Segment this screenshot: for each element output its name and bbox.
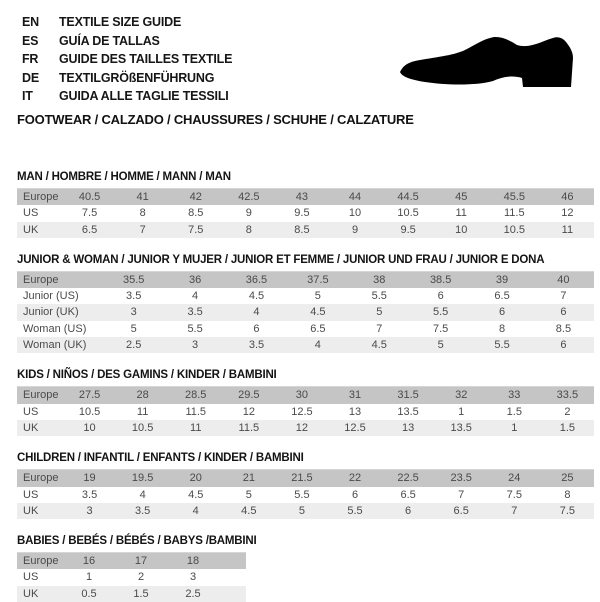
- size-cell: 1: [85, 571, 93, 584]
- size-cell: 28: [116, 387, 169, 404]
- size-cell: 12.5: [328, 420, 381, 436]
- size-cell: 46: [541, 188, 594, 205]
- table-row: [17, 387, 594, 404]
- table-row: [17, 337, 594, 353]
- size-cell: 10.5: [397, 207, 419, 220]
- size-cell: 44: [328, 188, 381, 205]
- table-row: [17, 404, 594, 420]
- size-cell: 8: [222, 222, 275, 238]
- size-cell: 2.5: [167, 586, 219, 602]
- size-cell: 4.5: [349, 337, 410, 353]
- size-cell: 7: [376, 322, 383, 335]
- size-cell: 4: [169, 503, 222, 519]
- size-cell: 3.5: [226, 337, 287, 353]
- size-cell: 6: [253, 322, 260, 335]
- size-cell: 3: [164, 337, 225, 353]
- table-row: [17, 569, 246, 585]
- size-cell: 5.5: [471, 337, 532, 353]
- category-title: FOOTWEAR / CALZADO / CHAUSSURES / SCHUHE / CALZATURE: [17, 111, 414, 127]
- size-cell: 1.5: [541, 420, 594, 436]
- size-cell: 11.5: [222, 420, 275, 436]
- size-cell: 13: [348, 405, 362, 418]
- row-label: Europe: [17, 387, 63, 404]
- size-cell: 4: [192, 290, 199, 303]
- row-label: UK: [17, 503, 63, 519]
- table-row: [17, 188, 594, 205]
- size-cell: 6: [382, 503, 435, 519]
- size-cell: 1.5: [115, 586, 167, 602]
- size-table-section: [17, 452, 600, 519]
- size-tables: [0, 171, 600, 602]
- size-cell: 0.5: [63, 586, 115, 602]
- row-label: Junior (UK): [17, 304, 103, 320]
- size-cell: 7.5: [81, 207, 98, 220]
- size-cell: 42.5: [222, 188, 275, 205]
- size-cell: 5: [245, 488, 252, 501]
- size-cell: 6: [351, 488, 359, 501]
- row-label: Junior (US): [23, 290, 79, 303]
- size-cell: 12.5: [291, 405, 313, 418]
- size-cell: 5: [410, 337, 471, 353]
- size-cell: 7.5: [541, 503, 594, 519]
- size-cell: 10: [63, 420, 116, 436]
- table-title: JUNIOR & WOMAN / JUNIOR Y MUJER / JUNIOR ET FEMME / JUNIOR UND FRAU / JUNIOR E DONA: [17, 253, 545, 266]
- size-cell: 22.5: [382, 470, 435, 487]
- size-cell: 4.5: [287, 304, 348, 320]
- table-title: BABIES / BEBÉS / BÉBÉS / BABYS /BAMBINI: [17, 535, 257, 548]
- size-cell: 36: [164, 271, 225, 288]
- size-cell: 4: [226, 304, 287, 320]
- size-cell: 6: [437, 290, 444, 303]
- size-cell: 30: [275, 387, 328, 404]
- size-cell: 13: [382, 420, 435, 436]
- language-code: DE: [22, 70, 39, 85]
- row-label: Europe: [17, 470, 63, 487]
- size-cell: 6.5: [63, 222, 116, 238]
- dress-shoe-svg: [390, 25, 590, 100]
- table-title: MAN / HOMBRE / HOMME / MANN / MAN: [17, 170, 231, 183]
- size-cell: 3.5: [81, 488, 98, 501]
- size-cell: 6.5: [435, 503, 488, 519]
- size-cell: 7.5: [506, 488, 522, 501]
- size-cell: 5.5: [294, 488, 310, 501]
- language-label: GUÍA DE TALLAS: [59, 33, 160, 48]
- size-cell: 22: [328, 470, 381, 487]
- size-cell: 5: [349, 304, 410, 320]
- size-cell: 42: [169, 188, 222, 205]
- size-cell: 33: [488, 387, 541, 404]
- size-cell: 40: [533, 271, 594, 288]
- table-row: [17, 222, 594, 238]
- size-cell: 29.5: [222, 387, 275, 404]
- row-label: US: [23, 207, 39, 220]
- size-cell: 3.5: [116, 503, 169, 519]
- language-code: IT: [22, 89, 33, 104]
- size-cell: 27.5: [63, 387, 116, 404]
- size-cell: 5.5: [371, 290, 387, 303]
- size-table: [17, 469, 594, 519]
- size-cell: 11.5: [185, 405, 207, 418]
- row-label: US: [23, 571, 39, 584]
- row-label: Woman (US): [23, 322, 87, 335]
- size-cell: 18: [167, 553, 219, 570]
- row-label: Woman (UK): [17, 337, 103, 353]
- size-cell: 21: [222, 470, 275, 487]
- size-cell: 4: [287, 337, 348, 353]
- size-cell: 23.5: [435, 470, 488, 487]
- language-code: ES: [22, 33, 39, 48]
- row-label: US: [23, 405, 39, 418]
- size-cell: 12: [242, 405, 255, 418]
- row-label: Europe: [17, 188, 63, 205]
- size-cell: 17: [115, 553, 167, 570]
- size-cell: 13.5: [397, 405, 419, 418]
- size-cell: 1.5: [506, 405, 522, 418]
- size-cell: 19.5: [116, 470, 169, 487]
- size-cell: 39: [471, 271, 532, 288]
- language-code: FR: [22, 52, 39, 67]
- size-cell: 1: [488, 420, 541, 436]
- size-cell: 45: [435, 188, 488, 205]
- language-label: GUIDE DES TAILLES TEXTILE: [59, 52, 233, 67]
- size-cell: 5.5: [410, 304, 471, 320]
- size-cell: 40.5: [63, 188, 116, 205]
- table-row: [17, 503, 594, 519]
- size-cell: 3.5: [126, 290, 142, 303]
- size-cell: 11: [541, 222, 594, 238]
- size-cell: 33.5: [541, 387, 594, 404]
- size-cell: 10.5: [116, 420, 169, 436]
- size-cell: 43: [275, 188, 328, 205]
- size-cell: 6.5: [400, 488, 416, 501]
- size-cell: 31: [328, 387, 381, 404]
- size-cell: 45.5: [488, 188, 541, 205]
- size-table: [17, 386, 594, 436]
- size-table: [17, 552, 246, 602]
- size-cell: 3.5: [164, 304, 225, 320]
- language-code: EN: [22, 15, 39, 29]
- size-cell: 9.5: [294, 207, 310, 220]
- row-label: UK: [17, 222, 63, 238]
- size-cell: 10: [348, 207, 362, 220]
- size-cell: 16: [63, 553, 115, 570]
- size-cell: 41: [116, 188, 169, 205]
- size-cell: 10.5: [488, 222, 541, 238]
- size-cell: 3: [103, 304, 164, 320]
- size-cell: 9.5: [382, 222, 435, 238]
- size-cell: 31.5: [382, 387, 435, 404]
- row-label: Europe: [17, 553, 63, 570]
- size-cell: 2: [564, 405, 571, 418]
- row-label: US: [23, 488, 39, 501]
- size-cell: 5.5: [187, 322, 203, 335]
- size-table-section: [17, 369, 600, 436]
- size-cell: 12: [275, 420, 328, 436]
- size-cell: 8: [139, 207, 146, 220]
- size-cell: 44.5: [382, 188, 435, 205]
- table-row: [17, 553, 246, 570]
- table-row: [17, 420, 594, 436]
- table-row: [17, 470, 594, 487]
- size-cell: 37.5: [287, 271, 348, 288]
- size-table: [17, 188, 594, 238]
- size-cell: 7: [116, 222, 169, 238]
- size-table-section: [17, 171, 600, 238]
- language-label: TEXTILE SIZE GUIDE: [59, 15, 182, 29]
- size-cell: 32: [435, 387, 488, 404]
- table-row: [17, 205, 594, 221]
- size-cell: 11: [136, 405, 149, 418]
- size-cell: 4.5: [188, 488, 204, 501]
- size-cell: 10: [435, 222, 488, 238]
- language-label: GUIDA ALLE TAGLIE TESSILI: [59, 89, 229, 104]
- table-row: [17, 288, 594, 304]
- row-label: Europe: [17, 271, 103, 288]
- size-cell: 38: [349, 271, 410, 288]
- size-table-section: [17, 254, 600, 353]
- size-table: [17, 271, 594, 353]
- size-cell: 9: [328, 222, 381, 238]
- size-cell: 35.5: [103, 271, 164, 288]
- table-title: KIDS / NIÑOS / DES GAMINS / KINDER / BAMBINI: [17, 369, 277, 382]
- size-cell: 36.5: [226, 271, 287, 288]
- size-cell: 6.5: [310, 322, 326, 335]
- size-cell: 21.5: [275, 470, 328, 487]
- size-cell: 2.5: [103, 337, 164, 353]
- table-row: [17, 271, 594, 288]
- size-cell: 24: [488, 470, 541, 487]
- size-table-section: [17, 535, 600, 602]
- size-cell: 5: [314, 290, 321, 303]
- size-cell: 10.5: [78, 405, 101, 418]
- table-title: CHILDREN / INFANTIL / ENFANTS / KINDER / BAMBINI: [17, 452, 304, 465]
- size-cell: 3: [63, 503, 116, 519]
- language-label: TEXTILGRÖßENFÜHRUNG: [59, 70, 215, 85]
- size-cell: 8: [564, 488, 571, 501]
- size-cell: 20: [169, 470, 222, 487]
- row-label: UK: [17, 420, 63, 436]
- size-cell: 4: [139, 488, 146, 501]
- size-cell: 5: [130, 322, 137, 335]
- size-cell: 13.5: [435, 420, 488, 436]
- size-cell: 1: [458, 405, 465, 418]
- size-cell: 4.5: [222, 503, 275, 519]
- size-cell: 38.5: [410, 271, 471, 288]
- size-cell: 12: [561, 207, 574, 220]
- size-cell: 8.5: [188, 207, 204, 220]
- size-cell: 6: [471, 304, 532, 320]
- size-cell: 11: [455, 207, 467, 220]
- size-cell: 25: [541, 470, 594, 487]
- size-cell: 4.5: [248, 290, 265, 303]
- table-row: [17, 321, 594, 337]
- size-cell: 19: [63, 470, 116, 487]
- size-cell: 7: [458, 488, 465, 501]
- size-cell: 5.5: [328, 503, 381, 519]
- row-label: UK: [17, 586, 63, 602]
- size-cell: 7.5: [433, 322, 449, 335]
- size-cell: 7: [488, 503, 541, 519]
- size-cell: 6.5: [494, 290, 510, 303]
- size-cell: 6: [533, 304, 594, 320]
- size-cell: 8.5: [555, 322, 572, 335]
- size-cell: 11: [169, 420, 222, 436]
- size-cell: 11.5: [504, 207, 525, 220]
- dress-shoe-icon: [390, 25, 590, 100]
- pad-cell: [219, 569, 246, 585]
- size-cell: 3: [189, 571, 197, 584]
- table-row: [17, 304, 594, 320]
- size-cell: 8: [498, 322, 506, 335]
- pad-cell: [219, 553, 246, 570]
- size-cell: 2: [137, 571, 145, 584]
- size-cell: 9: [245, 207, 252, 220]
- size-cell: 5: [275, 503, 328, 519]
- size-cell: 7.5: [169, 222, 222, 238]
- table-row: [17, 487, 594, 503]
- size-cell: 28.5: [169, 387, 222, 404]
- size-cell: 8.5: [275, 222, 328, 238]
- size-cell: 6: [533, 337, 594, 353]
- size-cell: 7: [560, 290, 567, 303]
